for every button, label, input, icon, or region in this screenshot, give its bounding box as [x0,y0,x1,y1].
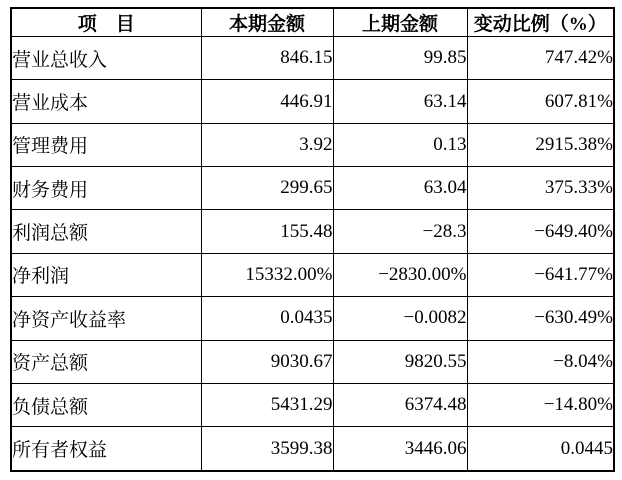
current-amount-cell: 3.92 [201,123,333,166]
table-row [11,297,614,340]
header-row [11,8,614,37]
change-ratio-cell: −649.40% [467,210,614,253]
previous-amount-cell: 99.85 [333,37,467,80]
previous-amount-cell: 63.04 [333,167,467,210]
col-header-item: 项 目 [11,8,201,37]
table-row [11,167,614,210]
change-ratio-cell: −641.77% [467,253,614,296]
item-cell: 管理费用 [11,123,201,166]
item-cell: 营业成本 [11,80,201,123]
current-amount-cell: 9030.67 [201,340,333,383]
item-cell: 利润总额 [11,210,201,253]
item-cell: 所有者权益 [11,427,201,471]
current-amount-cell: 299.65 [201,167,333,210]
current-amount-cell: 446.91 [201,80,333,123]
financial-comparison-table [10,7,615,472]
current-amount-cell: 155.48 [201,210,333,253]
change-ratio-cell: −630.49% [467,297,614,340]
table-row [11,80,614,123]
current-amount-cell: 0.0435 [201,297,333,340]
change-ratio-cell: 607.81% [467,80,614,123]
table-row [11,340,614,383]
previous-amount-cell: 6374.48 [333,383,467,426]
current-amount-cell: 15332.00% [201,253,333,296]
previous-amount-cell: 0.13 [333,123,467,166]
change-ratio-cell: 0.0445 [467,427,614,471]
item-cell: 净利润 [11,253,201,296]
item-cell: 资产总额 [11,340,201,383]
table-row [11,210,614,253]
col-header-current: 本期金额 [201,8,333,37]
table-row [11,37,614,80]
previous-amount-cell: 3446.06 [333,427,467,471]
table-row [11,427,614,471]
item-cell: 负债总额 [11,383,201,426]
table-row [11,253,614,296]
change-ratio-cell: 2915.38% [467,123,614,166]
current-amount-cell: 5431.29 [201,383,333,426]
col-header-previous: 上期金额 [333,8,467,37]
previous-amount-cell: −0.0082 [333,297,467,340]
current-amount-cell: 846.15 [201,37,333,80]
change-ratio-cell: 747.42% [467,37,614,80]
previous-amount-cell: −2830.00% [333,253,467,296]
previous-amount-cell: −28.3 [333,210,467,253]
change-ratio-cell: −14.80% [467,383,614,426]
table-row [11,383,614,426]
change-ratio-cell: −8.04% [467,340,614,383]
item-cell: 净资产收益率 [11,297,201,340]
change-ratio-cell: 375.33% [467,167,614,210]
table-row [11,123,614,166]
item-cell: 营业总收入 [11,37,201,80]
previous-amount-cell: 9820.55 [333,340,467,383]
current-amount-cell: 3599.38 [201,427,333,471]
item-cell: 财务费用 [11,167,201,210]
col-header-change: 变动比例（%） [467,8,614,37]
previous-amount-cell: 63.14 [333,80,467,123]
